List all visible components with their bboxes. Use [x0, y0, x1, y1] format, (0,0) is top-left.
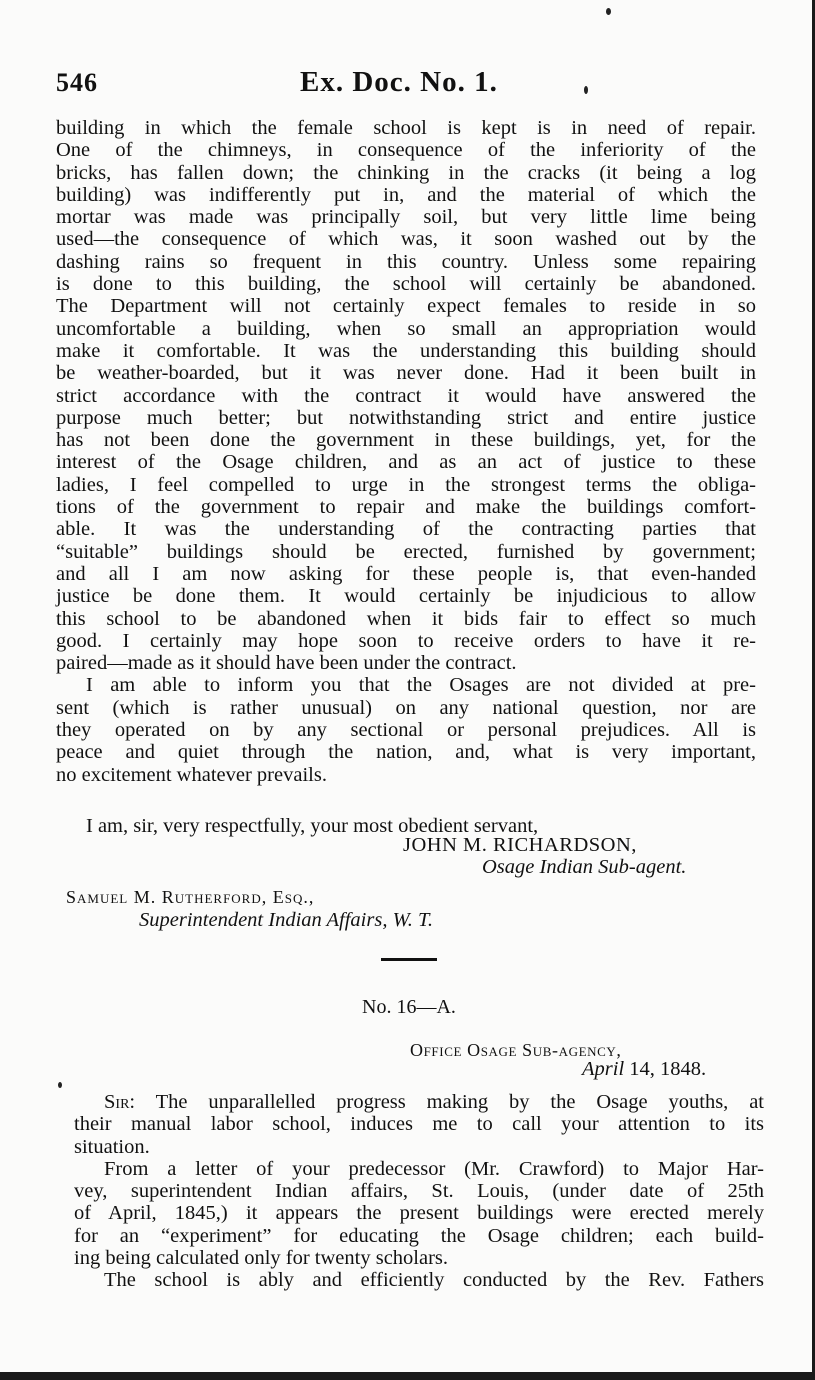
- text-line: vey, superintendent Indian affairs, St. Louis, (under date of 25th: [74, 1180, 764, 1203]
- text-line: is done to this building, the school will certainly be abandoned.: [56, 273, 756, 296]
- document-title: Ex. Doc. No. 1.: [300, 66, 498, 98]
- scan-speck: [58, 1082, 62, 1088]
- addressee-name: Samuel M. Rutherford, Esq.,: [66, 887, 315, 907]
- date-line: [582, 1058, 706, 1081]
- closing-line: I am, sir, very respectfully, your most obedient servant,: [86, 815, 539, 837]
- text-line: justice be done them. It would certainly be injudicious to allow: [56, 585, 756, 608]
- text-line: their manual labor school, induces me to call your attention to its: [74, 1113, 764, 1136]
- text-line: strict accordance with the contract it would have answered the: [56, 384, 756, 407]
- letter-body: [56, 117, 756, 786]
- text-line: purpose much better; but notwithstanding strict and entire justice: [56, 406, 756, 429]
- text-line: used—the consequence of which was, it soon washed out by the: [56, 228, 756, 251]
- signature-name: JOHN M. RICHARDSON,: [403, 834, 637, 856]
- text-line: “suitable” buildings should be erected, furnished by government;: [56, 540, 756, 563]
- text-line: of April, 1845,) it appears the present buildings were erected merely: [74, 1202, 764, 1225]
- text-line: peace and quiet through the nation, and, what is very important,: [56, 741, 756, 764]
- signature-block: [56, 815, 756, 878]
- text-line: dashing rains so frequent in this country. Unless some repairing: [56, 250, 756, 273]
- text-line: [74, 1091, 764, 1113]
- text-line: situation.: [74, 1135, 150, 1158]
- text-line: mortar was made was principally soil, but very little lime being: [56, 206, 756, 229]
- text-line: able. It was the understanding of the contracting parties that: [56, 518, 756, 541]
- text-line: interest of the Osage children, and as an act of justice to these: [56, 451, 756, 474]
- text-line: From a letter of your predecessor (Mr. Crawford) to Major Har-: [104, 1157, 764, 1180]
- text-line: uncomfortable a building, when so small an appropriation would: [56, 317, 756, 340]
- scan-speck: [606, 8, 611, 15]
- signature-title: Osage Indian Sub-agent.: [482, 856, 687, 878]
- text-line: bricks, has fallen down; the chinking in the cracks (it being a log: [56, 161, 756, 184]
- text-line: for an “experiment” for educating the Osage children; each build-: [74, 1224, 764, 1247]
- text-line: tions of the government to repair and make the buildings comfort-: [56, 496, 756, 519]
- text-line: The school is ably and efficiently conducted by the Rev. Fathers: [104, 1269, 764, 1292]
- text-line: make it comfortable. It was the understanding this building should: [56, 339, 756, 362]
- date-month: April: [582, 1058, 625, 1080]
- text-line: this school to be abandoned when it bids fair to effect so much: [56, 607, 756, 630]
- text-line: good. I certainly may hope soon to receive orders to have it re-: [56, 629, 756, 652]
- text-line: One of the chimneys, in consequence of the inferiority of the: [56, 139, 756, 162]
- text-line: and all I am now asking for these people is, that even-handed: [56, 562, 756, 585]
- text-line: paired—made as it should have been under the contract.: [56, 652, 517, 675]
- text-line: be weather-boarded, but it was never done. Had it been built in: [56, 362, 756, 385]
- text-line: ing being calculated only for twenty scholars.: [74, 1247, 449, 1270]
- document-heading: No. 16—A.: [362, 996, 456, 1018]
- letter-body-2: [74, 1091, 764, 1292]
- text-line: ladies, I feel compelled to urge in the strongest terms the obliga-: [56, 473, 756, 496]
- date-rest: 14, 1848.: [629, 1058, 707, 1080]
- section-divider: [381, 958, 437, 961]
- text-line: building) was indifferently put in, and the material of which the: [56, 183, 756, 206]
- salutation: Sir:: [104, 1091, 136, 1113]
- text-line: I am able to inform you that the Osages are not divided at pre-: [86, 674, 756, 697]
- addressee-title: Superintendent Indian Affairs, W. T.: [139, 909, 434, 931]
- text-line: has not been done the government in these buildings, yet, for the: [56, 429, 756, 452]
- office-line: Office Osage Sub-agency,: [410, 1040, 622, 1060]
- text-line-content: The unparallelled progress making by the Osage youths, at: [155, 1091, 764, 1113]
- page-edge-bottom: [0, 1372, 815, 1380]
- text-line: The Department will not certainly expect females to reside in so: [56, 295, 756, 318]
- text-line: sent (which is rather unusual) on any national question, nor are: [56, 696, 756, 719]
- text-line: building in which the female school is kept is in need of repair.: [56, 117, 756, 139]
- running-head: [30, 64, 750, 104]
- text-line: they operated on by any sectional or personal prejudices. All is: [56, 719, 756, 742]
- page-number: 546: [56, 68, 98, 97]
- addressee-block: [66, 887, 434, 931]
- text-line: no excitement whatever prevails.: [56, 763, 327, 786]
